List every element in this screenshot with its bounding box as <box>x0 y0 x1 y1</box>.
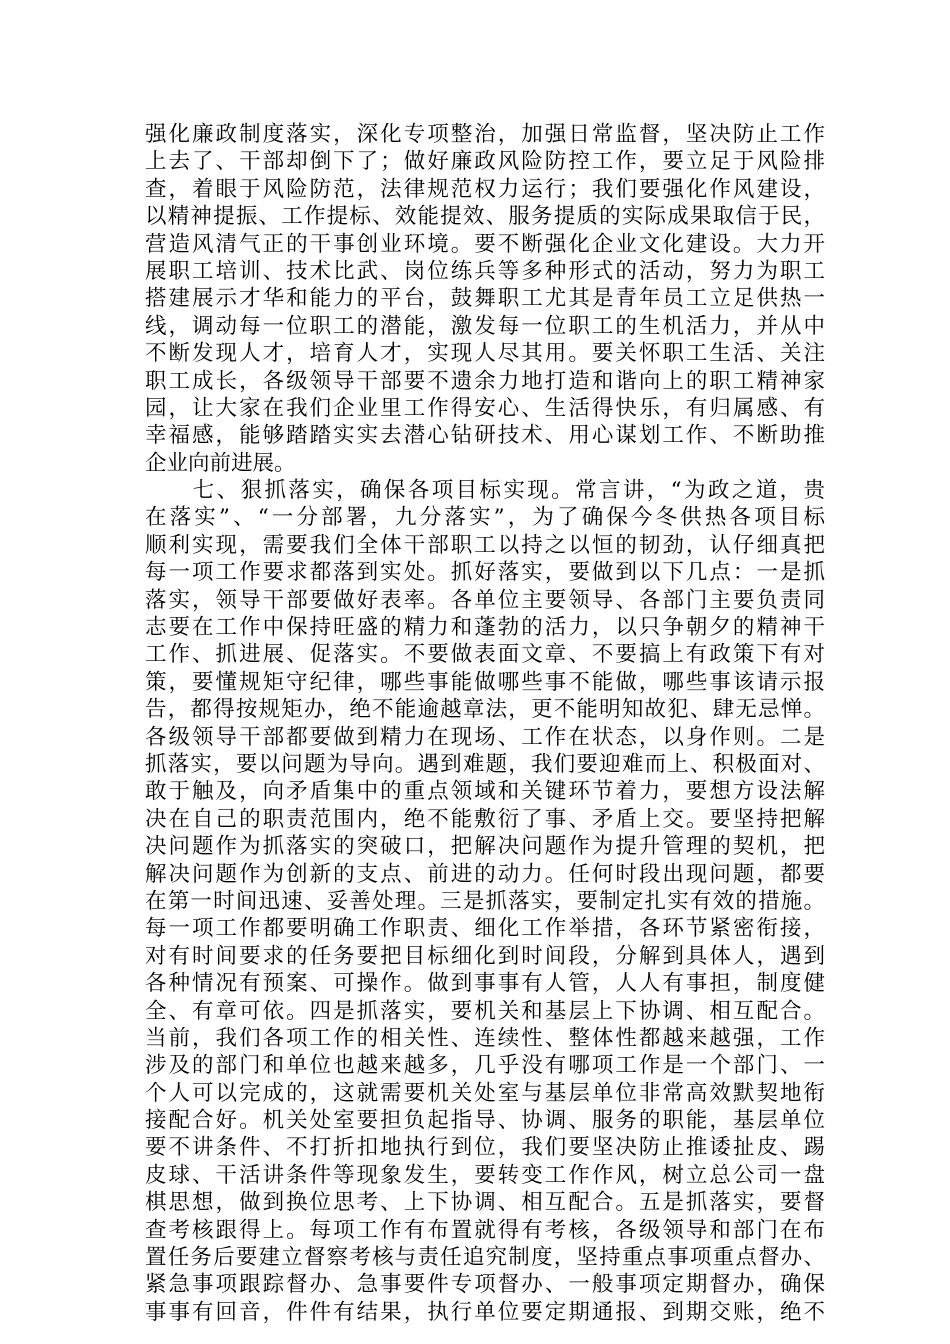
text-line: 展职工培训、技术比武、岗位练兵等多种形式的活动，努力为职工 <box>145 258 825 284</box>
text-line: 棋思想，做到换位思考、上下协调、相互配合。五是抓落实，要督 <box>145 1190 825 1216</box>
text-line: 上去了、干部却倒下了；做好廉政风险防控工作，要立足于风险排 <box>145 149 825 175</box>
text-line: 全、有章可依。四是抓落实，要机关和基层上下协调、相互配合。 <box>145 998 825 1024</box>
text-line: 置任务后要建立督察考核与责任追究制度，坚持重点事项重点督办、 <box>145 1245 825 1271</box>
text-line: 抓落实，要以问题为导向。遇到难题，我们要迎难而上、积极面对、 <box>145 751 825 777</box>
text-line: 皮球、干活讲条件等现象发生，要转变工作作风，树立总公司一盘 <box>145 1162 825 1188</box>
text-line: 强化廉政制度落实，深化专项整治，加强日常监督，坚决防止工作 <box>145 122 825 147</box>
text-line: 要不讲条件、不打折扣地执行到位，我们要坚决防止推诿扯皮、踢 <box>145 1135 825 1161</box>
text-line: 敢于触及，向矛盾集中的重点领域和关键环节着力，要想方设法解 <box>145 779 825 805</box>
text-line: 每一项工作要求都落到实处。抓好落实，要做到以下几点：一是抓 <box>145 560 825 586</box>
text-line: 决问题作为抓落实的突破口，把解决问题作为提升管理的契机，把 <box>145 834 825 860</box>
text-line: 个人可以完成的，这就需要机关处室与基层单位非常高效默契地衔 <box>145 1080 825 1106</box>
body-text <box>145 121 825 1326</box>
text-line: 对有时间要求的任务要把目标细化到时间段，分解到具体人，遇到 <box>145 943 825 969</box>
text-line: 园，让大家在我们企业里工作得安心、生活得快乐，有归属感、有 <box>145 395 825 421</box>
text-line: 紧急事项跟踪督办、急事要件专项督办、一般事项定期督办，确保 <box>145 1272 825 1298</box>
text-line: 接配合好。机关处室要担负起指导、协调、服务的职能，基层单位 <box>145 1108 825 1134</box>
text-line: 各种情况有预案、可操作。做到事事有人管，人人有事担，制度健 <box>145 971 825 997</box>
text-line: 在落实”、“一分部署，九分落实”，为了确保今冬供热各项目标 <box>145 505 825 531</box>
text-line: 营造风清气正的干事创业环境。要不断强化企业文化建设。大力开 <box>145 231 825 257</box>
text-line: 当前，我们各项工作的相关性、连续性、整体性都越来越强，工作 <box>145 1025 825 1051</box>
text-line: 企业向前进展。 <box>145 450 296 476</box>
text-line: 幸福感，能够踏踏实实去潜心钻研技术、用心谋划工作、不断助推 <box>145 423 825 449</box>
text-line: 七、狠抓落实，确保各项目标实现。常言讲，“为政之道，贵 <box>145 478 825 504</box>
text-line: 以精神提振、工作提标、效能提效、服务提质的实际成果取信于民， <box>145 204 825 230</box>
text-line: 志要在工作中保持旺盛的精力和蓬勃的活力，以只争朝夕的精神干 <box>145 615 825 641</box>
text-line: 在第一时间迅速、妥善处理。三是抓落实，要制定扎实有效的措施。 <box>145 888 825 914</box>
text-line: 查，着眼于风险防范，法律规范权力运行；我们要强化作风建设， <box>145 176 825 202</box>
text-line: 线，调动每一位职工的潜能，激发每一位职工的生机活力，并从中 <box>145 313 825 339</box>
text-line: 决在自己的职责范围内，绝不能敷衍了事、矛盾上交。要坚持把解 <box>145 806 825 832</box>
text-line: 查考核跟得上。每项工作有布置就得有考核，各级领导和部门在布 <box>145 1217 825 1243</box>
text-line: 涉及的部门和单位也越来越多，几乎没有哪项工作是一个部门、一 <box>145 1053 825 1079</box>
text-line: 顺利实现，需要我们全体干部职工以持之以恒的韧劲，认仔细真把 <box>145 532 825 558</box>
text-line: 搭建展示才华和能力的平台，鼓舞职工尤其是青年员工立足供热一 <box>145 286 825 312</box>
text-line: 告，都得按规矩办，绝不能逾越章法，更不能明知故犯、肆无忌惮。 <box>145 697 825 723</box>
text-line: 不断发现人才，培育人才，实现人尽其用。要关怀职工生活、关注 <box>145 341 825 367</box>
text-line: 策，要懂规矩守纪律，哪些事能做哪些事不能做，哪些事该请示报 <box>145 669 825 695</box>
text-line: 各级领导干部都要做到精力在现场、工作在状态，以身作则。二是 <box>145 724 825 750</box>
text-line: 每一项工作都要明确工作职责、细化工作举措，各环节紧密衔接， <box>145 916 825 942</box>
text-line: 工作、抓进展、促落实。不要做表面文章、不要搞上有政策下有对 <box>145 642 825 668</box>
text-line: 解决问题作为创新的支点、前进的动力。任何时段出现问题，都要 <box>145 861 825 887</box>
text-line: 落实，领导干部要做好表率。各单位主要领导、各部门主要负责同 <box>145 587 825 613</box>
text-line: 职工成长，各级领导干部要不遗余力地打造和谐向上的职工精神家 <box>145 368 825 394</box>
text-line: 事事有回音，件件有结果，执行单位要定期通报、到期交账，绝不 <box>145 1299 825 1325</box>
